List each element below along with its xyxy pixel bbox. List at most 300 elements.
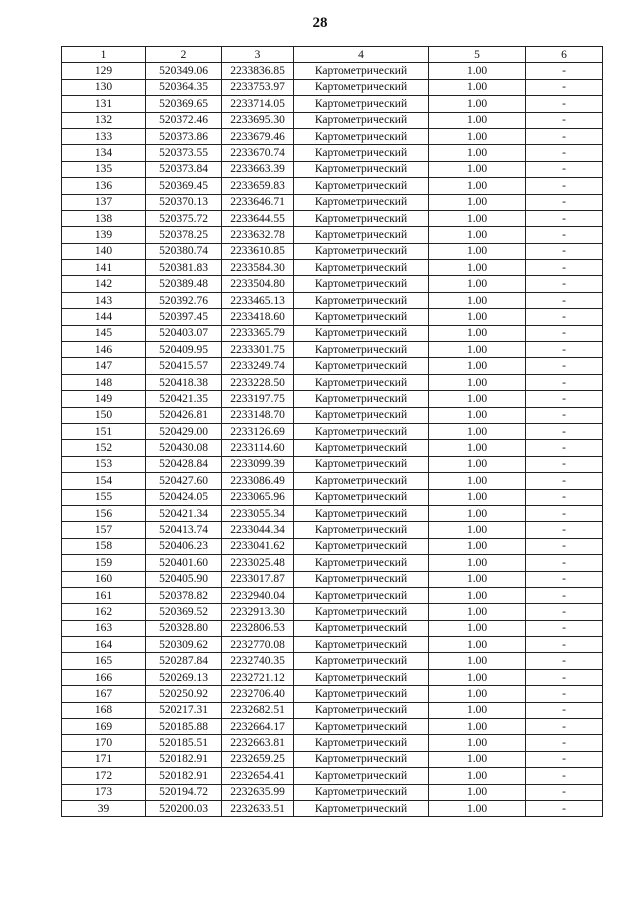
point-number-cell: 129 [62, 63, 146, 79]
method-cell: Картометрический [294, 423, 429, 439]
x-coordinate-cell: 520430.08 [146, 440, 222, 456]
accuracy-cell: 1.00 [429, 63, 526, 79]
x-coordinate-cell: 520185.51 [146, 735, 222, 751]
x-coordinate-cell: 520406.23 [146, 538, 222, 554]
note-cell: - [526, 686, 603, 702]
method-cell: Картометрический [294, 112, 429, 128]
table-row [62, 538, 603, 554]
method-cell: Картометрический [294, 342, 429, 358]
table-row [62, 456, 603, 472]
point-number-cell: 138 [62, 210, 146, 226]
y-coordinate-cell: 2233148.70 [222, 407, 294, 423]
accuracy-cell: 1.00 [429, 522, 526, 538]
method-cell: Картометрический [294, 374, 429, 390]
method-cell: Картометрический [294, 800, 429, 816]
table-row [62, 719, 603, 735]
x-coordinate-cell: 520409.95 [146, 342, 222, 358]
point-number-cell: 165 [62, 653, 146, 669]
point-number-cell: 152 [62, 440, 146, 456]
point-number-cell: 170 [62, 735, 146, 751]
method-cell: Картометрический [294, 325, 429, 341]
point-number-cell: 142 [62, 276, 146, 292]
y-coordinate-cell: 2233086.49 [222, 473, 294, 489]
method-cell: Картометрический [294, 79, 429, 95]
accuracy-cell: 1.00 [429, 768, 526, 784]
table-row [62, 702, 603, 718]
x-coordinate-cell: 520401.60 [146, 555, 222, 571]
x-coordinate-cell: 520397.45 [146, 309, 222, 325]
note-cell: - [526, 423, 603, 439]
note-cell: - [526, 456, 603, 472]
table-row [62, 423, 603, 439]
y-coordinate-cell: 2233249.74 [222, 358, 294, 374]
y-coordinate-cell: 2232806.53 [222, 620, 294, 636]
point-number-cell: 164 [62, 637, 146, 653]
method-cell: Картометрический [294, 587, 429, 603]
point-number-cell: 141 [62, 260, 146, 276]
x-coordinate-cell: 520389.48 [146, 276, 222, 292]
method-cell: Картометрический [294, 194, 429, 210]
point-number-cell: 147 [62, 358, 146, 374]
point-number-cell: 162 [62, 604, 146, 620]
accuracy-cell: 1.00 [429, 751, 526, 767]
accuracy-cell: 1.00 [429, 473, 526, 489]
y-coordinate-cell: 2233114.60 [222, 440, 294, 456]
y-coordinate-cell: 2233695.30 [222, 112, 294, 128]
method-cell: Картометрический [294, 407, 429, 423]
y-coordinate-cell: 2233584.30 [222, 260, 294, 276]
accuracy-cell: 1.00 [429, 571, 526, 587]
x-coordinate-cell: 520381.83 [146, 260, 222, 276]
method-cell: Картометрический [294, 620, 429, 636]
accuracy-cell: 1.00 [429, 96, 526, 112]
y-coordinate-cell: 2233632.78 [222, 227, 294, 243]
table-row [62, 669, 603, 685]
point-number-cell: 134 [62, 145, 146, 161]
point-number-cell: 163 [62, 620, 146, 636]
y-coordinate-cell: 2233836.85 [222, 63, 294, 79]
point-number-cell: 158 [62, 538, 146, 554]
point-number-cell: 149 [62, 391, 146, 407]
note-cell: - [526, 292, 603, 308]
note-cell: - [526, 210, 603, 226]
x-coordinate-cell: 520378.82 [146, 587, 222, 603]
y-coordinate-cell: 2232659.25 [222, 751, 294, 767]
page-number: 28 [312, 15, 328, 31]
note-cell: - [526, 784, 603, 800]
y-coordinate-cell: 2232721.12 [222, 669, 294, 685]
table-row [62, 407, 603, 423]
method-cell: Картометрический [294, 161, 429, 177]
point-number-cell: 171 [62, 751, 146, 767]
table-row [62, 63, 603, 79]
y-coordinate-cell: 2233679.46 [222, 128, 294, 144]
x-coordinate-cell: 520369.65 [146, 96, 222, 112]
point-number-cell: 153 [62, 456, 146, 472]
note-cell: - [526, 489, 603, 505]
accuracy-cell: 1.00 [429, 194, 526, 210]
table-row [62, 686, 603, 702]
method-cell: Картометрический [294, 555, 429, 571]
accuracy-cell: 1.00 [429, 79, 526, 95]
x-coordinate-cell: 520349.06 [146, 63, 222, 79]
method-cell: Картометрический [294, 522, 429, 538]
method-cell: Картометрический [294, 719, 429, 735]
y-coordinate-cell: 2232682.51 [222, 702, 294, 718]
point-number-cell: 155 [62, 489, 146, 505]
method-cell: Картометрический [294, 243, 429, 259]
note-cell: - [526, 96, 603, 112]
note-cell: - [526, 800, 603, 816]
y-coordinate-cell: 2233714.05 [222, 96, 294, 112]
accuracy-cell: 1.00 [429, 161, 526, 177]
point-number-cell: 161 [62, 587, 146, 603]
accuracy-cell: 1.00 [429, 112, 526, 128]
table-row [62, 309, 603, 325]
method-cell: Картометрический [294, 538, 429, 554]
x-coordinate-cell: 520372.46 [146, 112, 222, 128]
method-cell: Картометрический [294, 292, 429, 308]
point-number-cell: 132 [62, 112, 146, 128]
accuracy-cell: 1.00 [429, 505, 526, 521]
accuracy-cell: 1.00 [429, 637, 526, 653]
y-coordinate-cell: 2233365.79 [222, 325, 294, 341]
accuracy-cell: 1.00 [429, 735, 526, 751]
method-cell: Картометрический [294, 604, 429, 620]
accuracy-cell: 1.00 [429, 702, 526, 718]
method-cell: Картометрический [294, 686, 429, 702]
accuracy-cell: 1.00 [429, 800, 526, 816]
note-cell: - [526, 637, 603, 653]
y-coordinate-cell: 2233610.85 [222, 243, 294, 259]
table-row [62, 358, 603, 374]
point-number-cell: 166 [62, 669, 146, 685]
accuracy-cell: 1.00 [429, 489, 526, 505]
method-cell: Картометрический [294, 571, 429, 587]
point-number-cell: 130 [62, 79, 146, 95]
table-row [62, 374, 603, 390]
header-cell: 2 [146, 47, 222, 63]
x-coordinate-cell: 520364.35 [146, 79, 222, 95]
x-coordinate-cell: 520194.72 [146, 784, 222, 800]
table-row [62, 440, 603, 456]
x-coordinate-cell: 520427.60 [146, 473, 222, 489]
table-row [62, 342, 603, 358]
table-row [62, 489, 603, 505]
x-coordinate-cell: 520428.84 [146, 456, 222, 472]
note-cell: - [526, 309, 603, 325]
table-row [62, 555, 603, 571]
accuracy-cell: 1.00 [429, 374, 526, 390]
point-number-cell: 172 [62, 768, 146, 784]
point-number-cell: 167 [62, 686, 146, 702]
table-row [62, 800, 603, 816]
y-coordinate-cell: 2233017.87 [222, 571, 294, 587]
note-cell: - [526, 571, 603, 587]
table-row [62, 178, 603, 194]
note-cell: - [526, 587, 603, 603]
method-cell: Картометрический [294, 96, 429, 112]
method-cell: Картометрический [294, 210, 429, 226]
table-row [62, 210, 603, 226]
accuracy-cell: 1.00 [429, 210, 526, 226]
x-coordinate-cell: 520328.80 [146, 620, 222, 636]
method-cell: Картометрический [294, 227, 429, 243]
method-cell: Картометрический [294, 276, 429, 292]
point-number-cell: 154 [62, 473, 146, 489]
y-coordinate-cell: 2232913.30 [222, 604, 294, 620]
method-cell: Картометрический [294, 309, 429, 325]
y-coordinate-cell: 2233025.48 [222, 555, 294, 571]
y-coordinate-cell: 2232770.08 [222, 637, 294, 653]
table-row [62, 227, 603, 243]
x-coordinate-cell: 520185.88 [146, 719, 222, 735]
note-cell: - [526, 325, 603, 341]
accuracy-cell: 1.00 [429, 440, 526, 456]
point-number-cell: 151 [62, 423, 146, 439]
x-coordinate-cell: 520418.38 [146, 374, 222, 390]
x-coordinate-cell: 520200.03 [146, 800, 222, 816]
note-cell: - [526, 243, 603, 259]
table-row [62, 620, 603, 636]
y-coordinate-cell: 2233044.34 [222, 522, 294, 538]
note-cell: - [526, 227, 603, 243]
y-coordinate-cell: 2233055.34 [222, 505, 294, 521]
accuracy-cell: 1.00 [429, 555, 526, 571]
x-coordinate-cell: 520250.92 [146, 686, 222, 702]
x-coordinate-cell: 520182.91 [146, 768, 222, 784]
method-cell: Картометрический [294, 735, 429, 751]
table-row [62, 522, 603, 538]
y-coordinate-cell: 2233228.50 [222, 374, 294, 390]
y-coordinate-cell: 2233065.96 [222, 489, 294, 505]
note-cell: - [526, 620, 603, 636]
table-row [62, 243, 603, 259]
x-coordinate-cell: 520378.25 [146, 227, 222, 243]
y-coordinate-cell: 2232706.40 [222, 686, 294, 702]
note-cell: - [526, 653, 603, 669]
y-coordinate-cell: 2233301.75 [222, 342, 294, 358]
method-cell: Картометрический [294, 653, 429, 669]
x-coordinate-cell: 520415.57 [146, 358, 222, 374]
note-cell: - [526, 505, 603, 521]
x-coordinate-cell: 520424.05 [146, 489, 222, 505]
x-coordinate-cell: 520380.74 [146, 243, 222, 259]
point-number-cell: 157 [62, 522, 146, 538]
accuracy-cell: 1.00 [429, 243, 526, 259]
point-number-cell: 148 [62, 374, 146, 390]
note-cell: - [526, 63, 603, 79]
x-coordinate-cell: 520421.35 [146, 391, 222, 407]
x-coordinate-cell: 520373.55 [146, 145, 222, 161]
x-coordinate-cell: 520369.45 [146, 178, 222, 194]
y-coordinate-cell: 2233753.97 [222, 79, 294, 95]
y-coordinate-cell: 2232633.51 [222, 800, 294, 816]
accuracy-cell: 1.00 [429, 407, 526, 423]
y-coordinate-cell: 2233504.80 [222, 276, 294, 292]
y-coordinate-cell: 2232654.41 [222, 768, 294, 784]
x-coordinate-cell: 520429.00 [146, 423, 222, 439]
method-cell: Картометрический [294, 768, 429, 784]
point-number-cell: 135 [62, 161, 146, 177]
accuracy-cell: 1.00 [429, 423, 526, 439]
method-cell: Картометрический [294, 391, 429, 407]
note-cell: - [526, 161, 603, 177]
x-coordinate-cell: 520375.72 [146, 210, 222, 226]
y-coordinate-cell: 2233099.39 [222, 456, 294, 472]
accuracy-cell: 1.00 [429, 342, 526, 358]
table-row [62, 587, 603, 603]
method-cell: Картометрический [294, 63, 429, 79]
note-cell: - [526, 374, 603, 390]
header-cell: 1 [62, 47, 146, 63]
point-number-cell: 146 [62, 342, 146, 358]
x-coordinate-cell: 520269.13 [146, 669, 222, 685]
note-cell: - [526, 260, 603, 276]
method-cell: Картометрический [294, 751, 429, 767]
note-cell: - [526, 79, 603, 95]
note-cell: - [526, 538, 603, 554]
x-coordinate-cell: 520373.86 [146, 128, 222, 144]
note-cell: - [526, 407, 603, 423]
header-cell: 6 [526, 47, 603, 63]
note-cell: - [526, 735, 603, 751]
point-number-cell: 136 [62, 178, 146, 194]
table-row [62, 751, 603, 767]
point-number-cell: 168 [62, 702, 146, 718]
x-coordinate-cell: 520370.13 [146, 194, 222, 210]
table-row [62, 505, 603, 521]
note-cell: - [526, 768, 603, 784]
y-coordinate-cell: 2233644.55 [222, 210, 294, 226]
table-row [62, 128, 603, 144]
coordinates-table [61, 46, 603, 817]
accuracy-cell: 1.00 [429, 669, 526, 685]
table-row [62, 653, 603, 669]
accuracy-cell: 1.00 [429, 587, 526, 603]
note-cell: - [526, 276, 603, 292]
y-coordinate-cell: 2232635.99 [222, 784, 294, 800]
header-cell: 5 [429, 47, 526, 63]
accuracy-cell: 1.00 [429, 145, 526, 161]
note-cell: - [526, 555, 603, 571]
table-body [62, 63, 603, 817]
method-cell: Картометрический [294, 260, 429, 276]
point-number-cell: 144 [62, 309, 146, 325]
method-cell: Картометрический [294, 128, 429, 144]
accuracy-cell: 1.00 [429, 719, 526, 735]
point-number-cell: 131 [62, 96, 146, 112]
y-coordinate-cell: 2232663.81 [222, 735, 294, 751]
y-coordinate-cell: 2233670.74 [222, 145, 294, 161]
x-coordinate-cell: 520413.74 [146, 522, 222, 538]
accuracy-cell: 1.00 [429, 309, 526, 325]
point-number-cell: 173 [62, 784, 146, 800]
table-row [62, 784, 603, 800]
header-cell: 4 [294, 47, 429, 63]
accuracy-cell: 1.00 [429, 538, 526, 554]
note-cell: - [526, 391, 603, 407]
table-row [62, 145, 603, 161]
accuracy-cell: 1.00 [429, 128, 526, 144]
accuracy-cell: 1.00 [429, 325, 526, 341]
x-coordinate-cell: 520287.84 [146, 653, 222, 669]
point-number-cell: 133 [62, 128, 146, 144]
method-cell: Картометрический [294, 456, 429, 472]
x-coordinate-cell: 520426.81 [146, 407, 222, 423]
x-coordinate-cell: 520373.84 [146, 161, 222, 177]
x-coordinate-cell: 520182.91 [146, 751, 222, 767]
accuracy-cell: 1.00 [429, 456, 526, 472]
table-row [62, 604, 603, 620]
point-number-cell: 159 [62, 555, 146, 571]
x-coordinate-cell: 520405.90 [146, 571, 222, 587]
accuracy-cell: 1.00 [429, 391, 526, 407]
point-number-cell: 160 [62, 571, 146, 587]
y-coordinate-cell: 2233646.71 [222, 194, 294, 210]
accuracy-cell: 1.00 [429, 358, 526, 374]
point-number-cell: 150 [62, 407, 146, 423]
note-cell: - [526, 522, 603, 538]
note-cell: - [526, 702, 603, 718]
method-cell: Картометрический [294, 440, 429, 456]
method-cell: Картометрический [294, 145, 429, 161]
y-coordinate-cell: 2233465.13 [222, 292, 294, 308]
note-cell: - [526, 440, 603, 456]
method-cell: Картометрический [294, 358, 429, 374]
point-number-cell: 140 [62, 243, 146, 259]
table-row [62, 79, 603, 95]
method-cell: Картометрический [294, 178, 429, 194]
x-coordinate-cell: 520309.62 [146, 637, 222, 653]
y-coordinate-cell: 2232940.04 [222, 587, 294, 603]
note-cell: - [526, 473, 603, 489]
note-cell: - [526, 145, 603, 161]
x-coordinate-cell: 520217.31 [146, 702, 222, 718]
point-number-cell: 139 [62, 227, 146, 243]
y-coordinate-cell: 2233663.39 [222, 161, 294, 177]
note-cell: - [526, 358, 603, 374]
method-cell: Картометрический [294, 505, 429, 521]
note-cell: - [526, 194, 603, 210]
table-header-row [62, 47, 603, 63]
method-cell: Картометрический [294, 784, 429, 800]
x-coordinate-cell: 520392.76 [146, 292, 222, 308]
method-cell: Картометрический [294, 637, 429, 653]
table-row [62, 735, 603, 751]
accuracy-cell: 1.00 [429, 178, 526, 194]
table-row [62, 473, 603, 489]
table-row [62, 194, 603, 210]
table-row [62, 292, 603, 308]
y-coordinate-cell: 2232740.35 [222, 653, 294, 669]
y-coordinate-cell: 2233126.69 [222, 423, 294, 439]
accuracy-cell: 1.00 [429, 260, 526, 276]
accuracy-cell: 1.00 [429, 686, 526, 702]
point-number-cell: 145 [62, 325, 146, 341]
note-cell: - [526, 342, 603, 358]
y-coordinate-cell: 2233418.60 [222, 309, 294, 325]
table-row [62, 325, 603, 341]
x-coordinate-cell: 520369.52 [146, 604, 222, 620]
table-row [62, 260, 603, 276]
table-row [62, 768, 603, 784]
header-cell: 3 [222, 47, 294, 63]
accuracy-cell: 1.00 [429, 227, 526, 243]
point-number-cell: 143 [62, 292, 146, 308]
accuracy-cell: 1.00 [429, 276, 526, 292]
y-coordinate-cell: 2233041.62 [222, 538, 294, 554]
